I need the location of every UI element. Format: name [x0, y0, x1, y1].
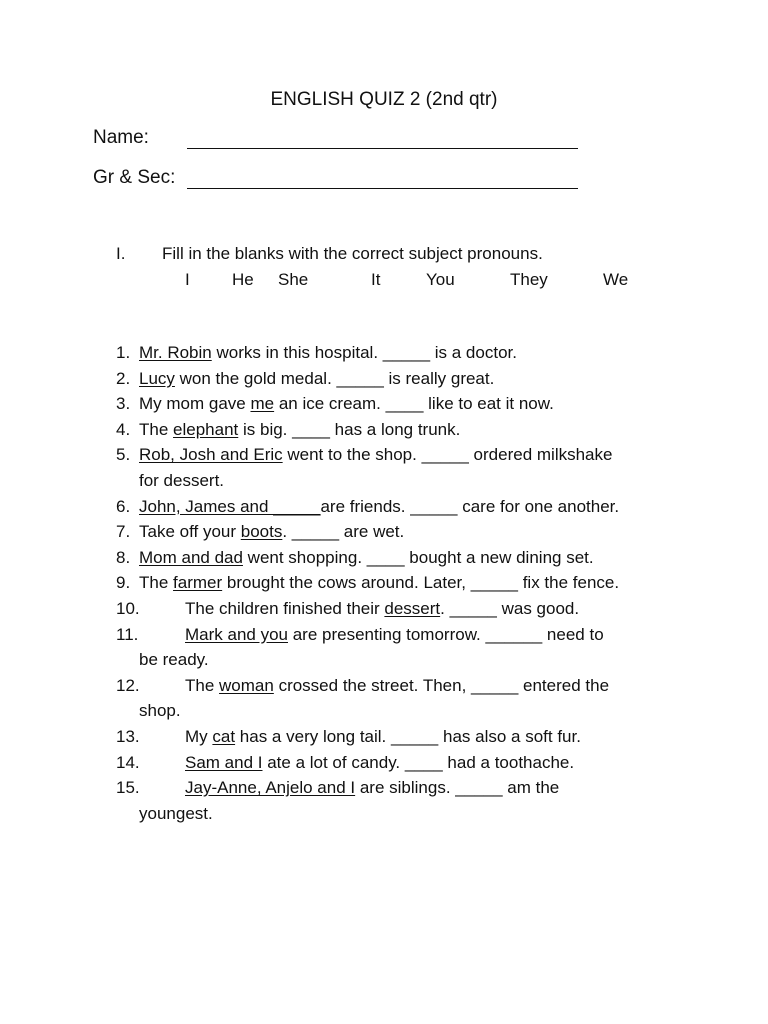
question-item — [0, 570, 768, 596]
question-item — [0, 750, 768, 776]
question-text — [185, 775, 559, 801]
question-text-lead: My — [185, 726, 213, 746]
name-label: Name: — [93, 127, 149, 148]
question-text-rest: . _____ was good. — [440, 598, 580, 618]
underlined-subject: elephant — [173, 419, 239, 439]
question-number: 13. — [116, 726, 140, 746]
question-item — [0, 494, 768, 520]
question-text-rest: won the gold medal. _____ is really great. — [174, 368, 495, 388]
question-text — [185, 596, 579, 622]
underlined-subject: Mark and you — [185, 624, 288, 644]
question-item — [0, 673, 768, 699]
question-text-rest: an ice cream. ____ like to eat it now. — [274, 394, 554, 414]
question-text — [139, 570, 619, 596]
question-text-lead: Take off your — [139, 522, 241, 542]
question-text-rest: . _____ are wet. — [282, 522, 405, 542]
underlined-subject: Jay-Anne, Anjelo and I — [185, 778, 356, 798]
question-item — [0, 622, 768, 648]
section-numeral: I. — [116, 244, 126, 263]
underlined-subject: Mom and dad — [139, 547, 243, 567]
pronoun-option: I — [185, 270, 190, 289]
question-item — [0, 442, 768, 468]
underlined-subject: cat — [212, 726, 236, 746]
question-text-rest: went shopping. ____ bought a new dining set. — [242, 547, 594, 567]
underlined-subject: me — [250, 394, 275, 414]
underlined-subject: Mr. Robin — [139, 343, 212, 362]
question-continuation-text: youngest. — [139, 803, 213, 823]
question-text-rest: ate a lot of candy. ____ had a toothache. — [262, 752, 575, 772]
question-number: 12. — [116, 675, 140, 695]
question-number: 8. — [116, 547, 131, 567]
question-text — [185, 622, 604, 648]
question-continuation-text: for dessert. — [139, 470, 225, 490]
question-text — [185, 673, 609, 699]
underlined-subject: boots — [240, 522, 283, 542]
question-continuation — [0, 647, 768, 673]
question-text-lead: My mom gave — [139, 394, 251, 414]
question-item — [0, 519, 768, 545]
question-text — [139, 391, 554, 417]
pronoun-option: You — [426, 270, 455, 289]
question-text-rest: works in this hospital. _____ is a doctor. — [211, 343, 517, 362]
question-text — [139, 417, 460, 443]
question-text-lead: The — [139, 419, 174, 439]
question-item — [0, 545, 768, 571]
underlined-subject: farmer — [173, 573, 223, 593]
question-item — [0, 417, 768, 443]
question-text-rest: are presenting tomorrow. ______ need to — [288, 624, 604, 644]
question-text-rest: crossed the street. Then, _____ entered the — [273, 675, 610, 695]
question-list — [0, 340, 768, 826]
question-item — [0, 340, 768, 366]
question-text — [139, 442, 612, 468]
question-continuation-text: be ready. — [139, 650, 209, 670]
section-heading — [116, 244, 543, 264]
question-text — [185, 750, 574, 776]
pronoun-option: We — [603, 270, 629, 289]
question-text — [139, 340, 517, 366]
question-text-rest: are friends. _____ care for one another. — [320, 496, 620, 516]
question-item — [0, 596, 768, 622]
question-number: 3. — [116, 394, 131, 414]
underlined-subject: Rob, Josh and Eric — [139, 445, 283, 465]
quiz-title: ENGLISH QUIZ 2 (2nd qtr) — [270, 89, 498, 110]
question-text-rest: brought the cows around. Later, _____ fix the fence. — [222, 573, 620, 593]
question-number: 4. — [116, 419, 131, 439]
question-continuation — [0, 801, 768, 827]
question-number: 2. — [116, 368, 131, 388]
question-text — [139, 366, 494, 392]
question-text-rest: are siblings. _____ am the — [355, 778, 560, 798]
pronoun-word-bank — [0, 270, 768, 292]
question-text — [139, 519, 404, 545]
question-text — [185, 724, 581, 750]
question-text — [139, 545, 594, 571]
underlined-subject: Lucy — [139, 368, 175, 388]
question-continuation-text: shop. — [139, 701, 181, 721]
question-item — [0, 391, 768, 417]
underlined-subject: dessert — [384, 598, 441, 618]
question-number: 10. — [116, 598, 140, 618]
question-text-lead: The children finished their — [185, 598, 385, 618]
pronoun-option: She — [278, 270, 309, 289]
question-number: 5. — [116, 445, 131, 465]
question-text-lead: The — [185, 675, 220, 695]
question-number: 6. — [116, 496, 131, 516]
question-text-lead: The — [139, 573, 174, 593]
question-text — [139, 494, 619, 520]
grade-section-label: Gr & Sec: — [93, 167, 176, 188]
question-number: 7. — [116, 522, 131, 542]
question-continuation — [0, 698, 768, 724]
underlined-subject: woman — [219, 675, 274, 695]
question-text-rest: has a very long tail. _____ has also a soft fur. — [235, 726, 581, 746]
question-text-rest: went to the shop. _____ ordered milkshake — [282, 445, 613, 465]
name-blank-line[interactable] — [187, 148, 578, 149]
grade-section-field — [93, 167, 175, 189]
section-instruction: Fill in the blanks with the correct subject pronouns. — [162, 244, 543, 263]
pronoun-option: He — [232, 270, 254, 289]
question-item — [0, 775, 768, 801]
question-text-rest: is big. ____ has a long trunk. — [238, 419, 461, 439]
pronoun-option: It — [371, 270, 381, 289]
question-number: 15. — [116, 778, 140, 798]
question-number: 11. — [116, 624, 139, 644]
grade-section-blank-line[interactable] — [187, 188, 578, 189]
question-continuation — [0, 468, 768, 494]
name-field — [93, 127, 149, 149]
underlined-subject: John, James and _____ — [139, 496, 321, 516]
underlined-subject: Sam and I — [185, 752, 263, 772]
question-item — [0, 366, 768, 392]
question-number: 9. — [116, 573, 131, 593]
question-item — [0, 724, 768, 750]
question-number: 1. — [116, 343, 131, 362]
pronoun-option: They — [510, 270, 548, 289]
question-number: 14. — [116, 752, 140, 772]
